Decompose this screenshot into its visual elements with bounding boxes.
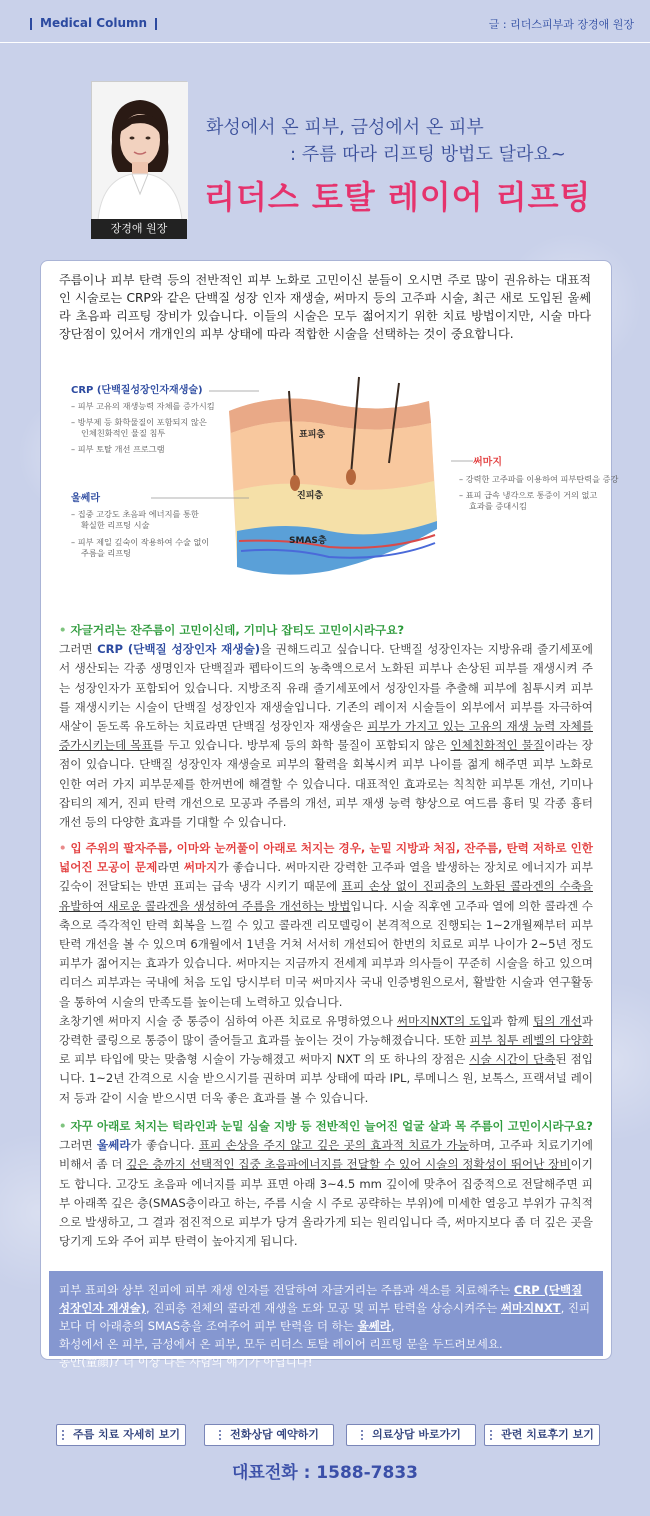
phone-consult-label: 전화상담 예약하기 <box>230 1428 319 1441</box>
summary-text-b: , 진피층 전체의 콜라겐 재생을 도와 모공 및 피부 탄력을 상승시켜주는 <box>146 1301 501 1315</box>
author-line: 글 : 리더스피부과 장경애 원장 <box>488 18 634 31</box>
section-thermage <box>59 839 593 1108</box>
section-crp-text-a: 그러면 <box>59 642 98 657</box>
section-crp-text-d: 이라는 장점이 있습니다. 단백질 성장인자 재생술로 피부의 활력을 회복시켜 피부 나이를 젊게 해주면 피부 노화로 인한 여러 가지 피부문제를 한꺼번에 해결할 수 있습니다. 대표적인 효과로는 칙칙한 피부톤 개선, 기미나 잡티의 제거, 진피 탄력 개선으로 모공과 주름의 개선, 피부 재생 능력 향상으로 여드름 흉터 및 각종 흉터 개선 등의 다양한 효과를 기대할 수 있습니다. <box>59 738 593 830</box>
reviews-label: 관련 치료후기 보기 <box>501 1428 594 1441</box>
summary-line-2: 화성에서 온 피부, 금성에서 온 피부, 모두 리더스 토탈 레이어 리프팅 문을 두드려보세요. <box>59 1337 503 1351</box>
section-thermage-text-g: 로 피부 타입에 맞는 맞춤형 시술이 가능해졌고 써마지 NXT 의 또 하나의 장점은 <box>59 1052 470 1067</box>
wrinkle-treatment-label: 주름 치료 자세히 보기 <box>72 1428 181 1441</box>
summary-highlight-crp: CRP (단백질 성장인자 재생술) <box>59 1283 583 1315</box>
crp-item-1: – 피부 고유의 재생능력 자체를 증가시킴 <box>71 401 215 411</box>
divider-bar-right <box>155 18 157 30</box>
bullet-icon <box>219 1430 225 1440</box>
section-thermage-underline-3: 팁의 개선 <box>533 1013 582 1028</box>
skin-layer-diagram <box>59 371 619 589</box>
section-thermage-text-d: 초창기엔 써마지 시술 중 통증이 심하여 아픈 치료로 유명하였으나 <box>59 1013 397 1028</box>
phone-number: 대표전화 : 1588-7833 <box>231 1463 418 1483</box>
action-buttons <box>56 1424 600 1446</box>
section-crp-underline-2: 인체친화적인 물질 <box>450 738 545 753</box>
header-divider <box>0 42 650 43</box>
headline-line2: : 주름 따라 리프팅 방법도 달라요~ <box>290 144 566 165</box>
section-thermage-text-f: 과 강력한 쿨링으로 통증이 많이 줄어들고 효과를 높이는 것이 가능해졌습니다. 또한 <box>59 1013 593 1048</box>
bullet-icon <box>62 1430 68 1440</box>
intro-paragraph: 주름이나 피부 탄력 등의 전반적인 피부 노화로 고민이신 분들이 오시면 주로 많이 권유하는 대표적인 시술로는 CRP와 같은 단백질 성장 인자 재생술, 써마지 등의 고주파 시술, 최근 새로 도입된 울쎄라 초음파 리프팅 장비가 있습니다. 이들의 시술은 모두 젊어지기 위한 치료 방법이지만, 시술 마다 장단점이 있어서 개개인의 피부 상태에 따라 적합한 시술을 선택하는 것이 중요합니다. <box>59 273 591 341</box>
content-card <box>40 260 619 1369</box>
crp-item-3: 인체친화적인 물질 침투 <box>81 428 166 438</box>
divider-bar-left <box>30 18 32 30</box>
section-crp <box>59 621 593 832</box>
thermage-item-1: – 강력한 고주파를 이용하여 피부탄력을 증강 <box>459 474 619 484</box>
layer-epidermis: 표피층 <box>299 430 326 440</box>
section-crp-heading-text: 자글거리는 잔주름이 고민이신데, 기미나 잡티도 고민이시라구요? <box>70 623 405 637</box>
section-ulthera-text-a: 그러면 <box>59 1138 97 1153</box>
ulthera-label: 울쎄라 <box>71 493 100 504</box>
section-crp-text-b: 을 권해드리고 싶습니다. 단백질 성장인자는 지방유래 줄기세포에서 생산되는 각종 생명인자 단백질과 펩타이드의 농축액으로서 노화된 피부나 손상된 피부를 재생시켜 주는 성장인자가 포함되어 있습니다. 지방조직 유래 줄기세포에서 성장인자를 추출해 피부에 침투시켜 피부를 재생시키는 시술이 단백질 성장인자 재생술입니다. 기존의 레이저 시술들이 외부에서 피부를 자극하여 새살이 돋도록 유도하는 치료라면 단백질 성장인자 재생술은 <box>59 642 593 734</box>
headline-title: 리더스 토탈 레이어 리프팅 <box>204 178 592 216</box>
crp-label: CRP (단백질성장인자재생술) <box>71 385 203 396</box>
section-thermage-underline-1: 표피 손상 없이 진피층의 노화된 콜라겐의 수축을 유발하여 새로운 콜라겐을 생성하여 주름을 개선하는 방법 <box>59 879 594 913</box>
section-crp-text-c: 를 두고 있습니다. 방부제 등의 화학 물질이 포함되지 않은 <box>152 738 451 753</box>
summary-text-c: , 진피보다 더 아래층의 SMAS층을 조여주어 피부 탄력을 더 하는 <box>59 1301 591 1333</box>
medical-consult-button[interactable] <box>346 1424 476 1446</box>
section-thermage-highlight: 써마지 <box>183 860 218 875</box>
bullet-icon <box>361 1430 367 1440</box>
ulthera-item-3: – 피부 제일 깊숙이 작용하여 수술 없이 <box>71 537 210 547</box>
section-ulthera-heading-text: 자꾸 아래로 처지는 턱라인과 눈밑 심술 지방 등 전반적인 늘어진 얼굴 살과 목 주름이 고민이시라구요? <box>70 1119 593 1133</box>
summary-box <box>49 1271 603 1369</box>
summary-line-3: 동안(童顔)? 더 이상 다른 사람의 얘기가 아닙니다! <box>59 1355 313 1369</box>
summary-highlight-thermage: 써마지NXT <box>500 1301 561 1315</box>
section-thermage-text-c: 입니다. 시술 직후엔 고주파 열에 의한 콜라겐 수축으로 즉각적인 탄력 회복을 느낄 수 있고 콜라겐 리모델링이 본격적으로 진행되는 1~2개월째부터 피부탄력 개선을 볼 수 있으며 6개월에서 1년을 거쳐 서서히 개선되어 한번의 치료로 피부 나이가 2~5년 정도 피부가 젊어지는 효과가 있습니다. 써마지는 지금까지 전세계 피부과 의사들이 꾸준히 시술을 하고 있으며 리더스 피부과는 국내에 처음 도입 당시부터 미국 써마지사 국내 인증병원으로서, 활발한 시술과 연구활동을 통하여 시술의 만족도를 높이는데 노력하고 있습니다. <box>59 898 593 1009</box>
bullet-icon <box>490 1430 496 1440</box>
thermage-item-3: 효과를 증대시킴 <box>469 501 527 511</box>
section-thermage-text-h: 된 점입니다. 1~2년 간격으로 시술 받으시기를 권하며 피부 상태에 따라 IPL, 루메니스 원, 보톡스, 프랙셔널 레이저 등과 같이 시술 받으시면 더욱 좋은 효과를 볼 수 있습니다. <box>59 1052 593 1105</box>
phone-consult-button[interactable] <box>204 1424 334 1446</box>
section-thermage-underline-5: 시술 시간이 단축 <box>469 1052 556 1067</box>
wrinkle-treatment-button[interactable] <box>56 1424 186 1446</box>
medical-consult-label: 의료상담 바로가기 <box>372 1428 461 1441</box>
section-ulthera-heading: • 자꾸 아래로 처지는 턱라인과 눈밑 심술 지방 등 전반적인 늘어진 얼굴 살과 목 주름이 고민이시라구요? <box>59 1119 593 1133</box>
section-ulthera-highlight: 울쎄라 <box>96 1138 131 1153</box>
section-ulthera-text-d: 이기도 합니다. 고강도 초음파 에너지를 피부 표면 아래 3~4.5 mm 깊이에 맞추어 집중적으로 전달해주면 피부 아래쪽 깊은 층(SMAS층이라고 하는, 주름 시술 시 주로 공략하는 부위)에 미세한 열응고 부위가 규칙적으로 발생하고, 그 결과 점진적으로 피부가 당겨 올라가게 되는 원리입니다 즉, 써마지보다 좀 더 깊은 곳을 당기게 도와 주어 피부 탄력이 높아지게 됩니다. <box>59 1157 593 1249</box>
crp-item-2: – 방부제 등 화학물질이 포함되지 않은 <box>71 417 207 427</box>
section-thermage-underline-4: 피부 침투 레벨의 다양화 <box>469 1033 593 1048</box>
section-thermage-heading-text: 입 주위의 팔자주름, 이마와 눈꺼풀이 아래로 처지는 경우, 눈밑 지방과 처짐, 잔주름, 탄력 저하로 인한 넓어진 모공이 문제 <box>59 841 593 875</box>
layer-dermis: 진피층 <box>297 491 324 501</box>
section-ulthera <box>59 1117 593 1251</box>
column-label-text: Medical Column <box>40 16 148 30</box>
column-label <box>22 16 165 30</box>
layer-smas: SMAS층 <box>289 536 327 546</box>
crp-item-4: – 피부 토탈 개선 프로그램 <box>71 444 165 454</box>
thermage-label: 써마지 <box>473 457 502 468</box>
summary-text-d: , <box>390 1319 395 1333</box>
section-thermage-text-b: 가 좋습니다. 써마지란 강력한 고주파 열을 발생하는 장치로 에너지가 피부 깊숙이 전달되는 반면 표피는 급속 냉각 시키기 때문에 <box>59 860 594 894</box>
photo-caption: 장경애 원장 <box>91 219 187 239</box>
section-thermage-text-e: 과 함께 <box>491 1013 534 1028</box>
top-bar <box>0 0 650 42</box>
section-thermage-underline-2: 써마지NXT의 도입 <box>396 1013 492 1028</box>
thermage-item-2: – 표피 급속 냉각으로 통증이 거의 없고 <box>459 490 598 500</box>
section-ulthera-underline-2: 깊은 층까지 선택적인 집중 초음파에너지를 전달할 수 있어 시술의 정확성이 뛰어난 장비 <box>126 1157 571 1172</box>
section-crp-heading: • 자글거리는 잔주름이 고민이신데, 기미나 잡티도 고민이시라구요? <box>59 623 405 637</box>
section-ulthera-text-c: 하며, 고주파 치료기기에 비해서 좀 더 <box>59 1138 593 1172</box>
ulthera-item-4: 주름을 리프팅 <box>81 548 132 558</box>
reviews-button[interactable] <box>484 1424 600 1446</box>
section-thermage-text-a: 라면 <box>157 860 184 875</box>
summary-text-a: 피부 표피와 상부 진피에 피부 재생 인자를 전달하여 자글거리는 주름과 색소를 치료해주는 <box>59 1283 514 1297</box>
section-crp-underline-1: 피부가 가지고 있는 고유의 재생 능력 자체를 증가시키는데 목표 <box>59 719 593 753</box>
summary-highlight-ulthera: 울쎄라 <box>357 1319 391 1333</box>
doctor-photo <box>91 81 187 219</box>
headline-line1: 화성에서 온 피부, 금성에서 온 피부 <box>206 117 484 138</box>
section-ulthera-text-b: 가 좋습니다. <box>130 1138 199 1153</box>
ulthera-item-1: – 집중 고강도 초음파 에너지를 통한 <box>71 509 199 519</box>
section-crp-highlight: CRP (단백질 성장인자 재생술) <box>97 642 261 657</box>
section-thermage-heading: • 입 주위의 팔자주름, 이마와 눈꺼풀이 아래로 처지는 경우, 눈밑 지방과 처짐, 잔주름, 탄력 저하로 인한 넓어진 모공이 문제 <box>59 841 593 875</box>
section-ulthera-underline-1: 표피 손상을 주지 않고 깊은 곳의 효과적 치료가 가능 <box>198 1138 469 1153</box>
ulthera-item-2: 확실한 리프팅 시술 <box>81 520 150 530</box>
